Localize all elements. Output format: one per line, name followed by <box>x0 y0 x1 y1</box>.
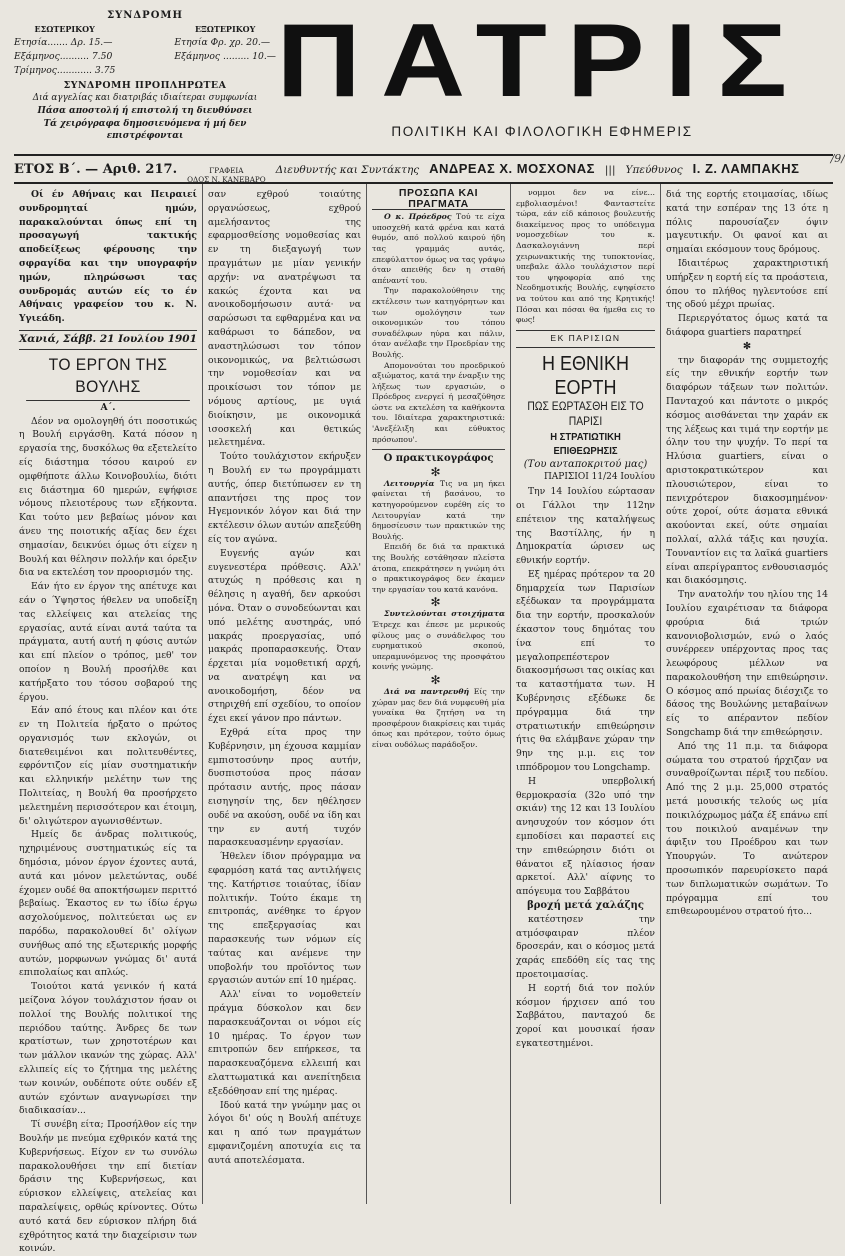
article-paragraph: Εχθρά είτα προς την Κυβέρνησιν, μη έχουσα καμμίαν εμπιστοσύνην προς αυτήν, δυσπιστούσα προς πάσαν πρότασιν αυτής, προς πάσαν εισηγησίν της, δεν ηθέλησεν ουδέ να ακούση, ουδέ να ίδη και την εν αυτή τυχόν παρασκευασμένην εργασίαν. <box>208 727 361 849</box>
article-paragraph: Τί συνέβη είτα; Προσήλθον είς την Βουλήν με πνεύμα εχθρικόν κατά της Κυβερνήσεως. Είχον εν τω συνόλω παρακολουθήσει την επί διετίαν δράσιν της Κυβερνήσεως, και εύρισκον ελλείψεις, ατελείας και παραλείψεις, ορθώς κρίνοντες. Ούτω αυτό κατά δεν εύρισκον πλήρη διά εχθρότητος κατά την διαχείρισιν των κοινών. <box>19 1119 197 1255</box>
article-paragraph: την διαφοράν της συμμετοχής είς την εθνικήν εορτήν των διαφόρων τάξεων των πολιτών. Πανταχού και πάντοτε ο μικρός κόσμος αισθάνεται την χαράν εκ της λέξεως και τιμά την εορτήν με όλην του την ψυχήν. Το περί τα Ηλύσια guartiers, είναι ο αριστοκρατικώτερον και πλουσιώτερον, είναι το πενιχρότερον διακοσμημένον· ούτε χοροί, ούτε άσματα εθνικά ακούονται εκεί, ούτε σημαίαι πολλαί, αλλά τάξις και ησυχία. Τουναντίον εις τα λαϊκά guartiers είναι απερίγραπτος ενθουσιασμός και διακόσμησις. <box>666 354 828 587</box>
article-paragraph: Αλλ' είναι το νομοθετείν πράγμα δύσκολον και δεν παρασκευάζονται οι νόμοι είς 10 ημέρας. Το έργον των επιτροπών δεν επήρκεσε, τα παρασκευαζόμενα ελλειπή και ελαττωματικά και ανεπίτηδεια εξεδόθησαν επί της ημέρας. <box>208 989 361 1097</box>
article-paragraph: Εάν ήτο εν έργον της απέτυχε και εάν ο Ύψηστος ήθελεν να υποδείξη τας ελλείψεις και ατελείας της εργασίας, αυτά είναι αυτά ταύτα τα πράγματα, αυτή αυτή η φύσις αυτών και επί πλείον ο τρόπος, μεθ' τον οποίον η Βουλή προσήλθε και κατήρξατο του τόσου σοβαρού της έργου. <box>19 581 197 703</box>
offices-address: ΟΔΟΣ Ν. ΚΑΝΕΒΑΡΟ <box>187 175 266 184</box>
divider: ||| <box>604 164 616 176</box>
foreign-rate: Εξάμηνος ......... 10.— <box>174 51 276 63</box>
article-paragraph: Ημείς δε άνδρας πολιτικούς, ηχηριμένους συστηματικώς είς τα δημόσια, μόνον έργον έχοντες αυτά, αυτά και μόνον μελετώντας, ουδέ έχομεν ουδέ θα αποκτήσωμεν περιττό βεβαίως. Έκαστος εν τω ίδίω έργω ασχολούμενος, πολιτεύεται ως εν παρόδω, παρακολουθεί δι' ολίγων συνήθως από της εξωτερικής μορφής αυτών, μορφωνων γνώμας δι' αυτά επιπολαίως και απλώς. <box>19 829 197 979</box>
ornament-icon: ✻ <box>430 464 447 479</box>
dateline: ΠΑΡΙΣΙΟΙ 11/24 Ιουλίου <box>543 472 655 483</box>
offices-label: ΓΡΑΦΕΙΑ <box>209 166 244 175</box>
article-paragraph: διά της εορτής ετοιμασίας, ιδίως κατά την εσπέραν της 13 ότε η πόλις παρουσίαζεν όψιν μαγευτικήν. Οι φανοί και αι σημαίαι εκόσμουν τους δρόμους. <box>666 189 828 256</box>
column-2 <box>203 184 367 1204</box>
column-paragraph <box>372 609 505 673</box>
domestic-rate: Εξάμηνος.......... 7.50 <box>14 51 113 63</box>
newspaper-subtitle: ΠΟΛΙΤΙΚΗ ΚΑΙ ΦΙΛΟΛΟΓΙΚΗ ΕΦΗΜΕΡΙΣ <box>391 124 693 139</box>
paragraph-text: Είς την χώραν μας δεν διά νυμφευθή μία γυναίκα θα ζητήση να τη προσφέρουν διακρίσεις και τιμάς όπως και πρότερον, τούτο όμως είναι ουδόλως παράδοξον. <box>372 686 505 749</box>
column-4 <box>511 184 661 1204</box>
correspondent-note: (Του ανταποκριτού μας) <box>523 458 648 470</box>
foreign-rate: Ετησία Φρ. χρ. 20.— <box>174 37 271 49</box>
article-subheadline: ΠΩΣ ΕΩΡΤΑΣΘΗ ΕΙΣ ΤΟ ΠΑΡΙΣΙ <box>527 400 644 428</box>
inline-label: Λειτουργία <box>384 478 435 488</box>
domestic-rate: Ετησία....... Δρ. 15.— <box>14 37 113 49</box>
article-part: Α΄. <box>100 401 116 413</box>
margin-mark: /9/ <box>830 152 845 165</box>
manager-label: Υπεύθυνος <box>625 164 683 176</box>
offices <box>187 166 266 184</box>
article-paragraph: Τούτο τουλάχιστον εκήρυξεν η Βουλή εν τω προγράμματι αυτής, όπερ διετύπωσεν εν τη απαντήσει της προς τον Ηγεμονικόν λόγον και διά την εκτέλεσιν όλων αυτών απεξεύθη είς τον αγώνα. <box>208 451 361 545</box>
column-paragraph: Την παρακολούθησιν της εκτέλεσιν των κατηγόρητων και των ομολόγησιν των οικονομικών του τόπου συναδέλφων ηύρα και πάλιν, όταν ανέλαβε την Προεδρίαν της Βουλής. <box>372 286 505 359</box>
subscription-box <box>14 10 276 143</box>
article-paragraph: Ευγενής αγών και ευγενεστέρα πρόθεσις. Αλλ' ατυχώς η πρόθεσις και η θέλησις η αγαθή, δεν αρκούσι μόνα. Όταν ο συνοδεύωνται και υπό μελέτης αυστηράς, υπό μακράς προεργασίας, υπό μακράς προπαρασκευής. Όταν έρχεται μία νομοθετική αρχή, να ανατρέψη και να ανοικοδομήση, δέον να στηριχθή επί σχεδίου, το οποίον έχει εκεί γάνον προ πάντων. <box>208 547 361 725</box>
article-paragraph: Η εορτή διά τον πολύν κόσμον ήρχισεν από του Σαββάτου, πανταχού δε χοροί και μουσικαί ήσαν εγκατεστημένοι. <box>516 982 655 1049</box>
paragraph-text: Τού τε είχα υποσχεθή κατά φρένα και κατά θυμόν, από πολλού καιρού ήδη τας γραμμάς αυτάς, επεφύλαττον όμως να τας γράψω όταν απειθής δεν η σταθή απέναντί του. <box>372 212 506 285</box>
column-1 <box>14 184 203 1255</box>
domestic-label: ΕΣΩΤΕΡΙΚΟΥ <box>34 23 95 34</box>
inline-label: Διά να παντρευθή <box>384 686 470 696</box>
sub-heading: ✻ <box>743 340 751 352</box>
article-subheadline: Η ΣΤΡΑΤΙΩΤΙΚΗ ΕΠΙΘΕΩΡΗΣΙΣ <box>550 430 621 457</box>
issue-info-bar <box>14 156 833 184</box>
paragraph-text: Τις να μη ήκει φαίνεται τή βασάνου, το κατηγορούμενον ευρέθη είς το Λειτουργίαν κατά την δημοσίευσιν των πρακτικών της Βουλής. <box>372 478 505 541</box>
article-paragraph: Ιδού κατά την γνώμην μας οι λόγοι δι' ούς η Βουλή απέτυχε και η από των πραγμάτων εμφανιζομένη αποτυχία εις τα αυτά αποτελέσματα. <box>208 1099 361 1166</box>
article-headline: ΤΟ ΕΡΓΟΝ ΤΗΣ ΒΟΥΛΗΣ <box>26 354 190 401</box>
domestic-rate: Τρίμηνος............ 3.75 <box>14 64 116 76</box>
masthead <box>14 3 833 156</box>
column-paragraph: Επειδή δε διά τα πρακτικά της Βουλής εστάθησαν πλείστα άτοπα, επεκράτησεν η γνώμη ότι ο πρακτικογράφος δεν έκαμεν την εργασίαν του κατά κανόνα. <box>372 542 505 594</box>
foreign-label: ΕΞΩΤΕΡΙΚΟΥ <box>195 23 256 34</box>
column-paragraph <box>372 212 505 286</box>
article-paragraph: Εάν από έτους και πλέον και ότε εν τη Πολιτεία ήρξατο ο πρώτος οργανισμός των εκλογών, οι διατεθειμένοι και πολιτευθέντες, εφρόντιζον είς μίαν συστηματικήν και ελληνικήν μελέτην των της Πολιτείας, η Βουλή θα προσήρχετο μελετημένη περισσότερον και έτοιμη, δι' ολιγώτερον αγωνισθέντων. <box>19 705 197 827</box>
section-heading: ΠΡΟΣΩΠΑ ΚΑΙ ΠΡΑΓΜΑΤΑ <box>372 188 505 210</box>
masthead-note: Τά χειρόγραφα δημοσιευόμενα ή μή δεν επιστρέφονται <box>43 118 247 142</box>
domestic-rates <box>14 23 115 78</box>
director-name: ΑΝΔΡΕΑΣ Χ. ΜΟΣΧΟΝΑΣ <box>429 161 595 176</box>
article-paragraph: Ιδιαιτέρως χαρακτηριστική υπήρξεν η εορτή είς τα προάστεια, όπου το πλήθος ηγλεντούσε επί της οδού μέχρι πρωίας. <box>666 257 828 311</box>
masthead-note: Διά αγγελίας και διατριβάς ιδιαίτεραι συμφωνίαι <box>32 93 258 104</box>
issue-number: ΕΤΟΣ Β΄. — Αριθ. 217. <box>14 162 178 177</box>
article-paragraph: Δέον να ομολογηθή ότι ποσοτικώς η Βουλή ειργάσθη. Κατά πόσον η εργασία της, δυσκόλως θα εξετελείτο είς διάστημα τόσου καιρού εν ομφθήποτε άλλω Κοινοβουλίω, διότι εις διάστημα 60 ημερών, εψήφισε νόμους πλειοτέρους των εξήκοντα. Και τούτο μεν βεβαίως μόνον και άνευ της ποιοτικής αξίας δεν έχει σημασίαν, δεικνύει όμως ότι είχεν η Βουλή και θέλησιν πολλήν και όρεξιν δια να εκτελέση τον προορισμόν της. <box>19 415 197 579</box>
newspaper-title: ΠΑΤΡΙΣ <box>276 3 808 119</box>
column-5 <box>661 184 833 1204</box>
sub-heading: βροχή μετά χαλάζης <box>527 900 644 912</box>
column-paragraph: νομμοι δεν να είνε... εμβολιασμένοι! Φανταστείτε τώρα, εάν είδ κάποιος βουλευτής διακείμενος προς το υπόδειγμα νομοσχεδίων του κ. Δασκαλογιάννη περί χειρωνακτικής της τυποκτονίας, υπεβαλε άλλο τουλάχιστον περί του ψηφοφορία από της Νεοδημοτικής Βουλής, εψηφίσετο να τούτου και από της Κρητικής! Πόσαι και πόσαι θα ήμεθα εις το φως! <box>516 188 655 325</box>
subscription-title: ΣΥΝΔΡΟΜΗ <box>107 10 183 21</box>
ornament-icon: ✻ <box>430 672 447 687</box>
dateline: Χανιά, Σάββ. 21 Ιουλίου 1901 <box>19 330 197 350</box>
prepaid-note: ΣΥΝΔΡΟΜΗ ΠΡΟΠΛΗΡΩΤΕΑ <box>63 79 227 91</box>
article-paragraph: κατέστησεν την ατμόσφαιραν πλέον δροσεράν, και ο κόσμος μετά χαράς επεδόθη είς τας της προετοιμασίας. <box>516 913 655 980</box>
article-paragraph: σαν εχθρού τοιαύτης οργανώσεως, εχθρού αμελήσαντος της εφαρμοσθείσης νομοθεσίας και εν τη διεξαγωγή των πραγμάτων με μίαν γενικήν αρχήν: να ανατρέψωσι τα κακώς έχοντα και να ανοικοδομήσωσιν αυτά· να σαρώσωσι τα εφθαρμένα και να καθάρωσι το δάπεδον, να αναστηλώσωσι τον τόπον οικονομικώς, να βελτιώσωσι την νομοθεσίαν και να προικίσωσι τον τόπον με νόμους αρτίους, με υγιά διοίκησιν, με οικονομικά ισοσκελή και θετικώς μελετημένα. <box>208 189 361 449</box>
column-paragraph <box>372 687 505 751</box>
article-paragraph: Ήθελεν ίδιον πρόγραμμα να εφαρμόση κατά τας αντιλήψεις της. Κατήρτισε τοιαύτας, ίδίαν πολιτικήν. Τούτο έκαμε τη επιτροπάς, ανέθηκε το έργον της επεξεργασίας και παρασκευής των νόμων είς ταύτας και ανέμενε την υποβολήν του προϊόντος των εργασιών αυτών επί 10 ημέρας. <box>208 851 361 987</box>
columns <box>14 184 833 1255</box>
paragraph-text: Έτρεχε και έπεσε με μερικούς φίλους μας ο συνάδελφος του ευρηματικού σκοπού, υπεραμυνόμενος της προσφάτου κοινής γνώμης. <box>372 619 505 672</box>
article-paragraph: Την ανατολήν του ηλίου της 14 Ιουλίου εχαιρέτισαν τα διάφορα φρούρια διά τριών κανονιοβολισμών, ενώ ο λαός συνέρρεεν υπέρχοντας προς τας λεωφόρους μέλλων να παρακολουθήση την επιθεώρησιν. Ο κόσμος από πρωίας διέσχιζε το δάσος της Βουλώνης μεταβαίνων είς το απέραντον πεδίον Songchamp διά την επιθεώρησιν. <box>666 589 828 739</box>
inline-label: Ο κ. Πρόεδρος <box>384 212 452 222</box>
article-headline: Η ΕΘΝΙΚΗ ΕΟΡΤΗ <box>541 352 630 399</box>
article-paragraph: Τοιούτοι κατά γενικόν ή κατά μείζονα λόγον τουλάχιστον ήσαν οι πολλοί της Βουλής πολιτικοί της περιόδου ταύτης. Άνδρες δε των κρατίστων, των χρηστοτέρων και των μάλλον ικανών της χώρας. Αλλ' ελλιπείς είς το ζήτημα της μελέτης των κοινών, ουδέποτε ούτε ουδέν εξ αυτών εχόντων αναγνωρίσει την διαδικασίαν... <box>19 981 197 1117</box>
divider <box>372 449 505 450</box>
article-paragraph: Εξ ημέρας πρότερον τα 20 δημαρχεία των Παρισίων εξέδωκαν τα προγράμματα δια την εορτήν, προσκαλούν έκαστον τους δημότας του ίνα επί το μεγαλοπρεπέστερον διακοσμήσωσι τας οικίας και τα καταστήματα των. Η Κυβέρνησις εξέδωκε δε πρόγραμμα διά την στρατιωτικήν επιθεώρησιν ήτις θα ελάμβανε χώραν την 9ην της μ.μ. εις τον ιππόδρομον του Longchamp. <box>516 568 655 774</box>
column-paragraph <box>372 479 505 543</box>
article-paragraph: Από της 11 π.μ. τα διάφορα σώματα του στρατού ήρχιζαν να συναθροίζωνται πέριξ του πεδίου. Από της 2 μ.μ. 25,000 στρατός μετά μουσικής τελούς ως μία ποικιλόχρωμος μάζα έξ επάνω επί του ποικιλού αναμένων την άφιξιν του Προέδρου και των Υπουργών. Το ανώτερον προσωπικόν παρευρίσκετο παρά των διπλωματικών σωμάτων. Το πρόγραμμα επί του επιθεωρουμένου στρατού ήτο... <box>666 740 828 918</box>
masthead-note: Πάσα αποστολή ή επιστολή τη διευθύνσει <box>37 105 253 116</box>
article-paragraph: Την 14 Ιουλίου εώρτασαν οι Γάλλοι την 112ην επέτειον της καταλήψεως της Βαστίλλης, ήν η Δημοκρατία ώρισεν ως εθνικήν εορτήν. <box>516 486 655 567</box>
column-paragraph: Απομονούται του προεδρικού αξιώματος, κατά την έναρξιν της λήξεως των εργασιών, ο Πρόεδρος ενεργεί ή μεσαζύθησε ώστε να εκτελέση τα καθήκοντα του. Ιδιαίτερα χαρακτηριστικά: 'Ανεξέλιξη και εύθυκτος πρόσωπου'. <box>372 360 505 444</box>
section-label: ΕΚ ΠΑΡΙΣΙΩΝ <box>516 330 655 348</box>
column-3 <box>367 184 511 1204</box>
sub-heading: Ο πρακτικογράφος <box>383 453 494 465</box>
manager-name: Ι. Ζ. ΛΑΜΠΑΚΗΣ <box>692 161 800 176</box>
article-paragraph: Η υπερβολική θερμοκρασία (32ο υπό την σκιάν) της 12 και 13 Ιουλίου ανησυχούν τον κόσμον ότι εμποδίσει και παραστεί εις την επιθεώρησιν διότι οι θάνατοι εξ ηλίασιος ήσαν αρκετοί. Αλλ' αίφνης το απόγευμα του Σαββάτου <box>516 775 655 898</box>
inline-label: Συντελούνται στοιχήματα <box>384 609 505 619</box>
subscription-rates <box>14 23 276 78</box>
subscriber-notice: Οί έν Αθήναις και Πειραιεί συνδρομηταί ημών, παρακαλούνται όπως επί τη προσαγωγή τακτικής αποδείξεως φέρουσης την σφραγίδα και την υπογραφήν ημών, πληρώσωσι τας συνδρομάς αυτών είς το έν Αθήναις γραφείον του κ. Ν. Υγιεάδη. <box>19 189 197 325</box>
ornament-icon: ✻ <box>430 595 447 610</box>
director-label: Διευθυντής και Συντάκτης <box>275 164 420 176</box>
article-paragraph: Περιεργότατος όμως κατά τα διάφορα guartiers παρατηρεί <box>666 313 828 338</box>
